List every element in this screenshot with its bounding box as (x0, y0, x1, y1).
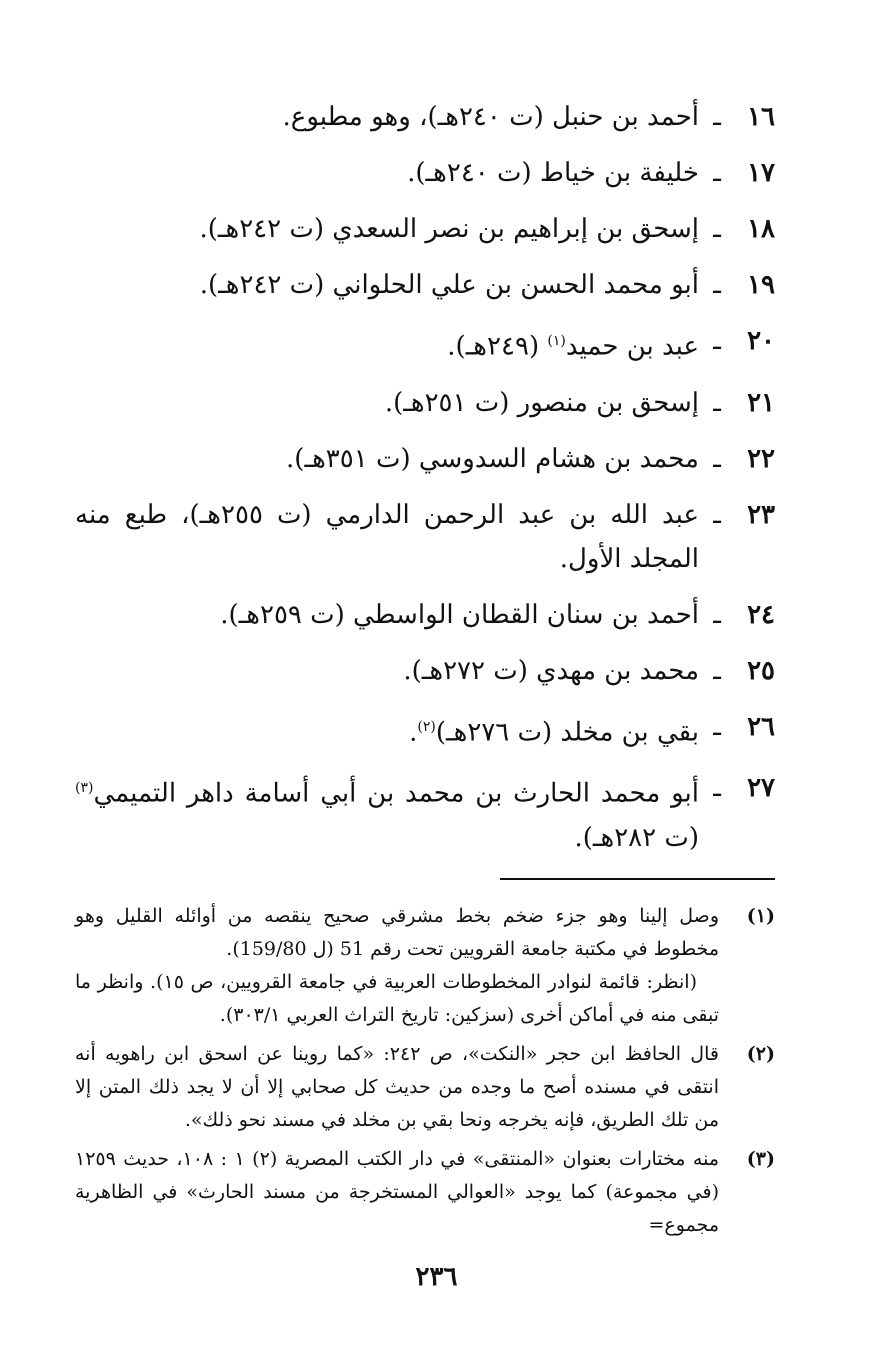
footnote-mark: (٢) (746, 1043, 775, 1065)
footnote-mark: (١) (746, 905, 775, 927)
entry-dash: ـ (713, 326, 721, 356)
entry-text: عبد الله بن عبد الرحمن الدارمي (ت ٢٥٥هـ)، طبع منه المجلد الأول. (75, 499, 700, 574)
entry-number: ٢٦ (747, 711, 775, 742)
entry-dash: ـ (713, 443, 721, 474)
footnote-paragraph: منه مختارات بعنوان «المنتقى» في دار الكتب المصرية (٢) ١ : ١٠٨، حديث ١٢٥٩ (في مجموعة) كما يوجد «العوالي المستخرجة من مسند الحارث» في الظاهرية مجموع= (75, 1148, 720, 1236)
list-entry-21 (75, 381, 775, 425)
entry-dash: ـ (713, 773, 721, 804)
list-entry-24 (75, 593, 775, 637)
numbered-list (75, 95, 775, 872)
entry-text-part: أبو محمد الحارث بن محمد بن أبي أسامة داهر التميمي (93, 778, 699, 809)
entry-text: أحمد بن حنبل (ت ٢٤٠هـ)، وهو مطبوع. (282, 102, 699, 132)
entry-text-part: عبد بن حميد (565, 331, 699, 362)
list-entry-18 (75, 207, 775, 251)
list-entry-23 (75, 493, 775, 581)
entry-dash: ـ (713, 499, 721, 530)
entry-number: ١٧ (747, 158, 775, 188)
footnote-paragraph: (انظر: قائمة لنوادر المخطوطات العربية في جامعة القرويين، ص ١٥). وانظر ما تبقى منه في أماكن أخرى (سزكين: تاريخ التراث العربي ٣٠٣/١). (75, 971, 719, 1026)
entry-text-part: بقي بن مخلد (ت ٢٧٦هـ) (435, 717, 699, 748)
entry-number: ٢١ (747, 387, 775, 418)
footnote-ref: (٢) (417, 718, 436, 735)
entry-text (75, 319, 699, 369)
entry-dash: ـ (713, 214, 721, 244)
entry-text: أحمد بن سنان القطان الواسطي (ت ٢٥٩هـ). (220, 599, 699, 630)
footnote-separator (500, 878, 775, 880)
entry-dash: ـ (713, 599, 721, 630)
footnote-ref: (١) (547, 333, 566, 349)
list-entry-25 (75, 649, 775, 693)
entry-text-part: . (409, 717, 418, 748)
footnote-2 (75, 1038, 775, 1137)
list-entry-22 (75, 437, 775, 481)
entry-text (75, 766, 699, 860)
entry-dash: ـ (713, 387, 721, 418)
list-entry-17 (75, 151, 775, 195)
entry-text-part: (٢٤٩هـ). (447, 331, 548, 362)
page-number: ٢٣٦ (415, 1262, 458, 1292)
footnote-paragraph: وصل إلينا وهو جزء ضخم بخط مشرقي صحيح ينقصه من أوائله القليل وهو مخطوط في مكتبة جامعة القرويين تحت رقم 51 (ل 159/80). (75, 905, 719, 960)
list-entry-27 (75, 766, 775, 860)
entry-text: محمد بن مهدي (ت ٢٧٢هـ). (403, 655, 699, 686)
entry-dash: ـ (713, 655, 721, 686)
entry-text: خليفة بن خياط (ت ٢٤٠هـ). (407, 158, 699, 188)
entry-number: ٢٠ (747, 326, 775, 356)
list-entry-19 (75, 263, 775, 307)
entry-number: ٢٧ (747, 773, 775, 804)
footnote-mark: (٣) (746, 1148, 775, 1170)
footnote-1 (75, 900, 775, 1032)
entry-number: ٢٣ (747, 499, 775, 530)
entry-text: محمد بن هشام السدوسي (ت ٣٥١هـ). (286, 443, 699, 474)
list-entry-26 (75, 705, 775, 755)
footnote-body (75, 1038, 719, 1137)
footnote-paragraph: قال الحافظ ابن حجر «النكت»، ص ٢٤٢: «كما روينا عن اسحق ابن راهويه أنه انتقى في مسنده أصح ما وجده من حديث كل صحابي إلا أن لا يجد ذلك المتن إلا من تلك الطريق، فإنه يخرجه ونحا بقي بن مخلد في مسند نحو ذلك». (75, 1043, 719, 1131)
entry-text (75, 705, 699, 755)
footnote-ref: (٣) (75, 780, 94, 797)
footnotes (75, 900, 775, 1248)
entry-text: إسحق بن منصور (ت ٢٥١هـ). (384, 387, 699, 418)
entry-number: ٢٢ (747, 443, 775, 474)
entry-text: أبو محمد الحسن بن علي الحلواني (ت ٢٤٢هـ). (199, 270, 699, 300)
entry-number: ١٨ (747, 214, 775, 244)
entry-number: ١٦ (747, 102, 775, 132)
entry-number: ٢٥ (747, 655, 775, 686)
list-entry-20 (75, 319, 775, 369)
entry-dash: ـ (713, 711, 721, 742)
entry-dash: ـ (713, 102, 721, 132)
entry-number: ٢٤ (747, 599, 775, 630)
entry-text-part: (ت ٢٨٢هـ). (574, 822, 699, 853)
footnote-body (75, 900, 719, 1032)
entry-text: إسحق بن إبراهيم بن نصر السعدي (ت ٢٤٢هـ). (199, 214, 699, 244)
list-entry-16 (75, 95, 775, 139)
entry-dash: ـ (713, 158, 721, 188)
footnote-body (75, 1143, 719, 1242)
entry-dash: ـ (713, 270, 721, 300)
footnote-3 (75, 1143, 775, 1242)
entry-number: ١٩ (747, 270, 775, 300)
